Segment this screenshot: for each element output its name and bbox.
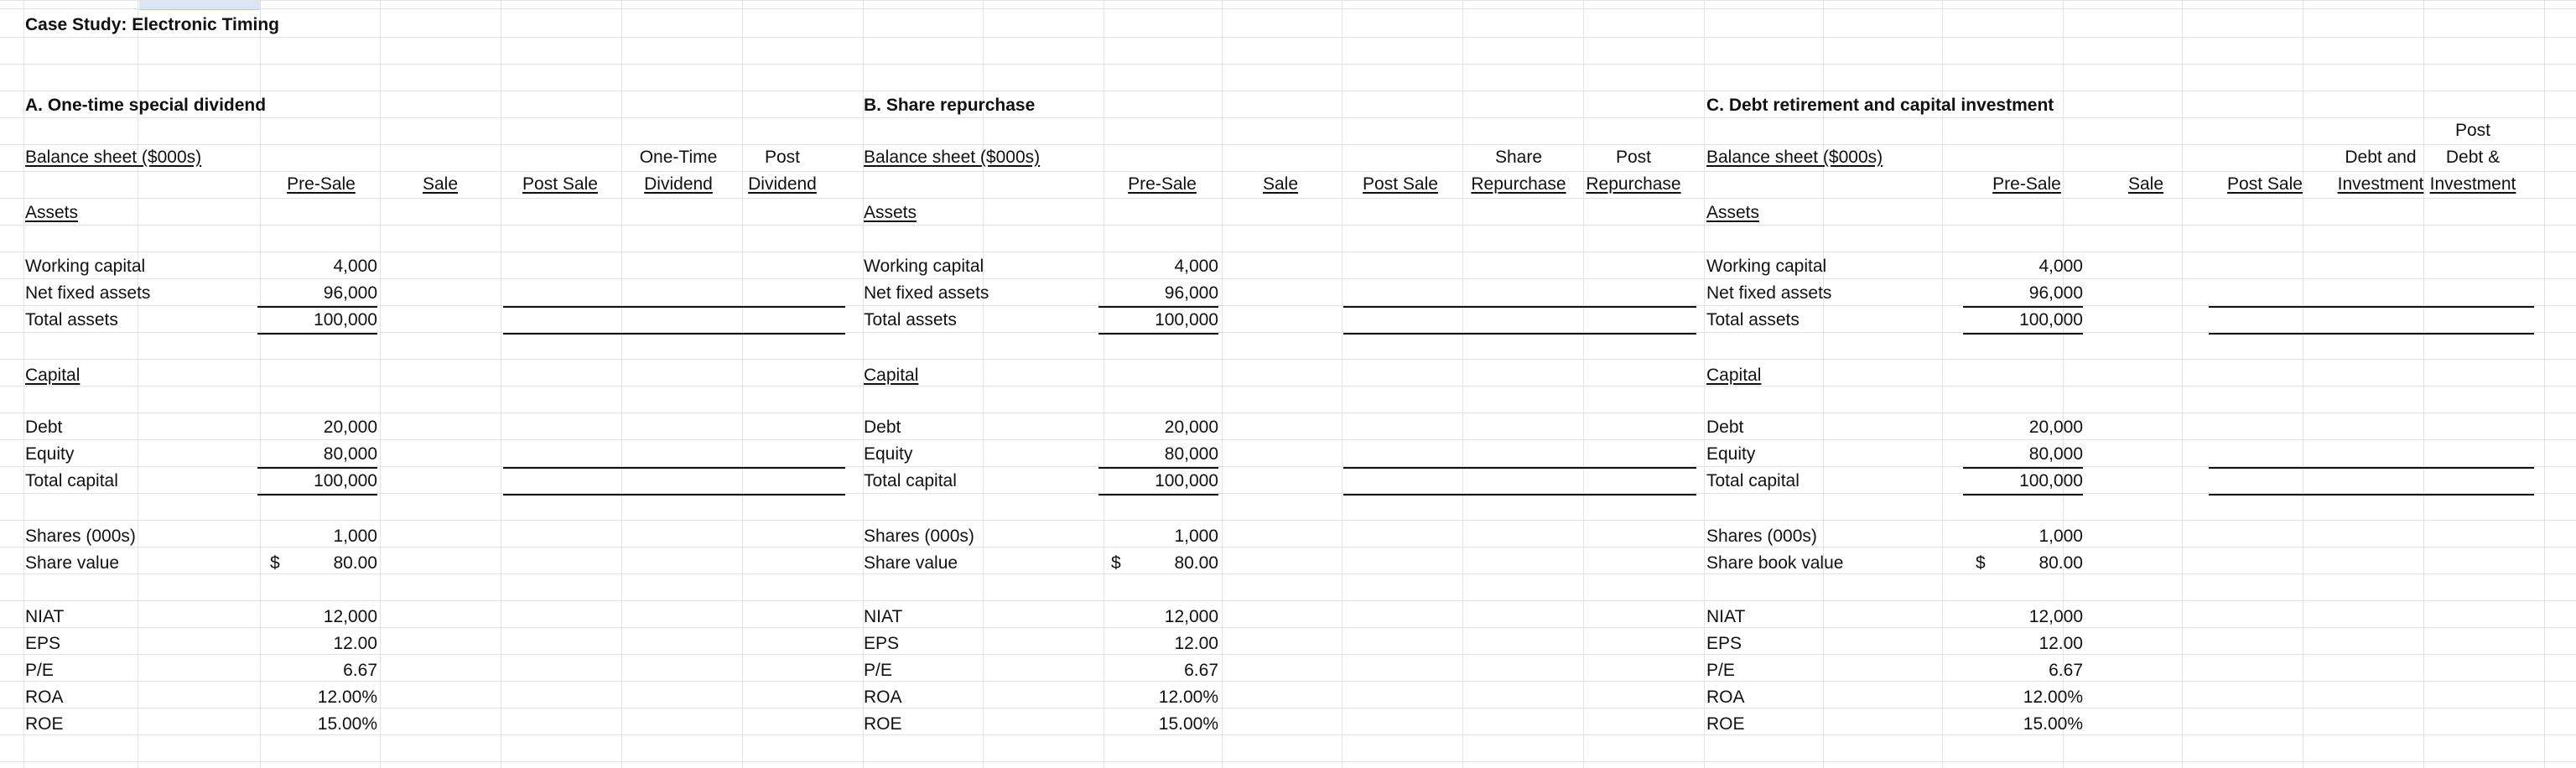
assets-label[interactable]: Assets	[1706, 203, 1760, 222]
row-label[interactable]: Total capital	[25, 471, 118, 490]
subtotal-border-post	[1343, 306, 1696, 308]
gridline-vertical	[2544, 0, 2545, 768]
gridline-horizontal	[0, 761, 2576, 762]
pre-sale-value[interactable]: 80.00	[2038, 553, 2083, 573]
gridline-vertical	[23, 0, 24, 768]
pre-sale-value[interactable]: 12,000	[323, 607, 377, 626]
row-label[interactable]: EPS	[25, 634, 61, 653]
column-header-3[interactable]: Post Sale	[2227, 174, 2303, 194]
column-header-4[interactable]: One-Time	[639, 148, 718, 167]
gridline-horizontal	[0, 493, 2576, 494]
column-header-1[interactable]: Pre-Sale	[287, 174, 356, 194]
column-header-4[interactable]: Debt and	[2345, 148, 2417, 167]
pre-sale-value[interactable]: 96,000	[2028, 283, 2083, 303]
pre-sale-value[interactable]: 12.00	[333, 634, 377, 653]
balance-sheet-label[interactable]: Balance sheet ($000s)	[25, 148, 202, 167]
pre-sale-value[interactable]: 100,000	[2019, 471, 2083, 490]
gridline-horizontal	[0, 466, 2576, 467]
column-header-4[interactable]: Share	[1494, 148, 1543, 167]
gridline-horizontal	[0, 600, 2576, 601]
gridline-vertical	[2423, 0, 2424, 768]
subtotal-border-post	[503, 306, 845, 308]
pre-sale-value[interactable]: 6.67	[343, 661, 377, 680]
subtotal-border-post	[2209, 467, 2534, 469]
row-label[interactable]: Total assets	[864, 310, 957, 330]
gridline-vertical	[1583, 0, 1584, 768]
currency-symbol: $	[1111, 553, 1121, 573]
gridline-horizontal	[0, 144, 2576, 145]
pre-sale-value[interactable]: 100,000	[2019, 310, 2083, 330]
total-border-post	[1343, 494, 1696, 496]
row-label[interactable]: P/E	[25, 661, 54, 680]
pre-sale-value[interactable]: 100,000	[314, 310, 377, 330]
currency-symbol: $	[1976, 553, 1986, 573]
row-label[interactable]: Working capital	[1706, 257, 1827, 276]
pre-sale-value[interactable]: 20,000	[1164, 418, 1218, 437]
pre-sale-value[interactable]: 4,000	[2038, 257, 2083, 276]
balance-sheet-label[interactable]: Balance sheet ($000s)	[864, 148, 1041, 167]
subtotal-border	[1098, 467, 1218, 469]
row-label[interactable]: EPS	[864, 634, 900, 653]
gridline-horizontal	[0, 573, 2576, 574]
pre-sale-value[interactable]: 100,000	[1155, 310, 1218, 330]
total-border-post	[503, 333, 845, 335]
pre-sale-value[interactable]: 20,000	[323, 418, 377, 437]
capital-label[interactable]: Capital	[864, 366, 919, 385]
pre-sale-value[interactable]: 80,000	[2028, 444, 2083, 464]
gridline-horizontal	[0, 64, 2576, 65]
row-label[interactable]: Shares (000s)	[864, 527, 974, 546]
pre-sale-value[interactable]: 15.00%	[317, 714, 377, 734]
pre-sale-value[interactable]: 1,000	[1174, 527, 1218, 546]
sheet-title[interactable]: Case Study: Electronic Timing	[25, 15, 280, 34]
gridline-horizontal	[0, 225, 2576, 226]
currency-symbol: $	[270, 553, 280, 573]
row-label[interactable]: ROE	[25, 714, 64, 734]
capital-label[interactable]: Capital	[1706, 366, 1762, 385]
pre-sale-value[interactable]: 6.67	[1184, 661, 1218, 680]
subtotal-border	[257, 306, 377, 308]
column-header-5[interactable]: Dividend	[748, 174, 817, 194]
pre-sale-value[interactable]: 1,000	[2038, 527, 2083, 546]
gridline-horizontal	[0, 198, 2576, 199]
column-header-2[interactable]: Sale	[2127, 174, 2164, 194]
gridline-horizontal	[0, 439, 2576, 440]
gridline-horizontal	[0, 734, 2576, 735]
column-header-5[interactable]: Investment	[2429, 174, 2516, 194]
gridline-horizontal	[0, 0, 2576, 1]
row-label[interactable]: Shares (000s)	[25, 527, 136, 546]
gridline-horizontal	[0, 8, 2576, 9]
column-header-3[interactable]: Post Sale	[1363, 174, 1438, 194]
row-label[interactable]: ROE	[1706, 714, 1745, 734]
total-border-post	[503, 494, 845, 496]
row-label[interactable]: Total capital	[1706, 471, 1800, 490]
total-border-post	[2209, 333, 2534, 335]
column-header-1[interactable]: Pre-Sale	[1992, 174, 2061, 194]
subtotal-border	[257, 467, 377, 469]
pre-sale-value[interactable]: 15.00%	[1158, 714, 1218, 734]
total-border	[1963, 494, 2083, 496]
pre-sale-value[interactable]: 4,000	[1174, 257, 1218, 276]
row-label[interactable]: Equity	[1706, 444, 1756, 464]
gridline-vertical	[1342, 0, 1343, 768]
assets-label[interactable]: Assets	[864, 203, 917, 222]
gridline-vertical	[621, 0, 622, 768]
pre-sale-value[interactable]: 4,000	[333, 257, 377, 276]
row-label[interactable]: Debt	[1706, 418, 1744, 437]
subtotal-border	[1098, 306, 1218, 308]
column-header-4[interactable]: Repurchase	[1471, 174, 1566, 194]
pre-sale-value[interactable]: 20,000	[2028, 418, 2083, 437]
pre-sale-value[interactable]: 12.00	[1174, 634, 1218, 653]
total-border	[1963, 333, 2083, 335]
section-heading[interactable]: B. Share repurchase	[864, 96, 1036, 115]
pre-sale-value[interactable]: 12.00%	[317, 688, 377, 707]
pre-sale-value[interactable]: 100,000	[1155, 471, 1218, 490]
row-label[interactable]: Equity	[864, 444, 913, 464]
section-heading[interactable]: C. Debt retirement and capital investment	[1706, 96, 2054, 115]
balance-sheet-label[interactable]: Balance sheet ($000s)	[1706, 148, 1883, 167]
section-heading[interactable]: A. One-time special dividend	[25, 96, 267, 115]
subtotal-border	[1963, 467, 2083, 469]
gridline-vertical	[1222, 0, 1223, 768]
row-label[interactable]: Equity	[25, 444, 75, 464]
row-label[interactable]: Total capital	[864, 471, 957, 490]
row-label[interactable]: P/E	[864, 661, 892, 680]
column-header-3[interactable]: Post Sale	[522, 174, 598, 194]
row-label[interactable]: Total assets	[1706, 310, 1800, 330]
row-label[interactable]: ROA	[25, 688, 64, 707]
pre-sale-value[interactable]: 80,000	[1164, 444, 1218, 464]
total-border	[1098, 494, 1218, 496]
pre-sale-value[interactable]: 96,000	[323, 283, 377, 303]
column-header-2[interactable]: Sale	[1262, 174, 1299, 194]
gridline-vertical	[1462, 0, 1463, 768]
row-label[interactable]: EPS	[1706, 634, 1742, 653]
column-header-5[interactable]: Post	[1615, 148, 1652, 167]
gridline-horizontal	[0, 37, 2576, 38]
gridline-horizontal	[0, 278, 2576, 279]
column-header-4[interactable]: Dividend	[644, 174, 713, 194]
row-label[interactable]: Debt	[864, 418, 901, 437]
pre-sale-value[interactable]: 80.00	[333, 553, 377, 573]
gridline-horizontal	[0, 332, 2576, 333]
pre-sale-value[interactable]: 15.00%	[2023, 714, 2083, 734]
total-border	[257, 333, 377, 335]
row-label[interactable]: NIAT	[864, 607, 903, 626]
pre-sale-value[interactable]: 80,000	[323, 444, 377, 464]
row-label[interactable]: NIAT	[1706, 607, 1746, 626]
row-label[interactable]: Working capital	[25, 257, 146, 276]
row-label[interactable]: Debt	[25, 418, 63, 437]
row-label[interactable]: Share value	[25, 553, 120, 573]
gridline-horizontal	[0, 681, 2576, 682]
row-label[interactable]: ROE	[864, 714, 902, 734]
column-header-5[interactable]: Repurchase	[1586, 174, 1681, 194]
gridline-vertical	[2182, 0, 2183, 768]
pre-sale-value[interactable]: 12,000	[2028, 607, 2083, 626]
subtotal-border-post	[2209, 306, 2534, 308]
row-label[interactable]: Shares (000s)	[1706, 527, 1817, 546]
subtotal-border-post	[1343, 467, 1696, 469]
gridline-horizontal	[0, 359, 2576, 360]
column-header-2[interactable]: Sale	[422, 174, 459, 194]
pre-sale-value[interactable]: 12.00%	[2023, 688, 2083, 707]
row-label[interactable]: P/E	[1706, 661, 1735, 680]
pre-sale-value[interactable]: 80.00	[1174, 553, 1218, 573]
row-label[interactable]: Working capital	[864, 257, 984, 276]
pre-sale-value[interactable]: 12.00%	[1158, 688, 1218, 707]
pre-sale-value[interactable]: 100,000	[314, 471, 377, 490]
total-border-post	[2209, 494, 2534, 496]
row-label[interactable]: Net fixed assets	[864, 283, 989, 303]
total-border-post	[1343, 333, 1696, 335]
gridline-vertical	[742, 0, 743, 768]
row-label[interactable]: Total assets	[25, 310, 118, 330]
column-header-4[interactable]: Investment	[2337, 174, 2424, 194]
capital-label[interactable]: Capital	[25, 366, 80, 385]
subtotal-border	[1963, 306, 2083, 308]
pre-sale-value[interactable]: 6.67	[2049, 661, 2083, 680]
gridline-vertical	[1704, 0, 1705, 768]
gridline-horizontal	[0, 520, 2576, 521]
row-label[interactable]: Net fixed assets	[25, 283, 151, 303]
row-label[interactable]: NIAT	[25, 607, 65, 626]
row-label[interactable]: ROA	[864, 688, 902, 707]
row-label[interactable]: Share value	[864, 553, 958, 573]
row-label[interactable]: ROA	[1706, 688, 1745, 707]
column-header-1[interactable]: Pre-Sale	[1128, 174, 1197, 194]
column-header-5[interactable]: Post	[764, 148, 801, 167]
pre-sale-value[interactable]: 12.00	[2038, 634, 2083, 653]
row-label[interactable]: Share book value	[1706, 553, 1844, 573]
pre-sale-value[interactable]: 96,000	[1164, 283, 1218, 303]
gridline-vertical	[380, 0, 381, 768]
subtotal-border-post	[503, 467, 845, 469]
gridline-horizontal	[0, 654, 2576, 655]
gridline-horizontal	[0, 627, 2576, 628]
row-label[interactable]: Net fixed assets	[1706, 283, 1832, 303]
gridline-horizontal	[0, 117, 2576, 118]
assets-label[interactable]: Assets	[25, 203, 79, 222]
total-border	[257, 494, 377, 496]
column-header-5[interactable]: Post	[2454, 121, 2491, 140]
column-header-5[interactable]: Debt &	[2445, 148, 2501, 167]
gridline-horizontal	[0, 386, 2576, 387]
pre-sale-value[interactable]: 12,000	[1164, 607, 1218, 626]
gridline-horizontal	[0, 305, 2576, 306]
total-border	[1098, 333, 1218, 335]
pre-sale-value[interactable]: 1,000	[333, 527, 377, 546]
